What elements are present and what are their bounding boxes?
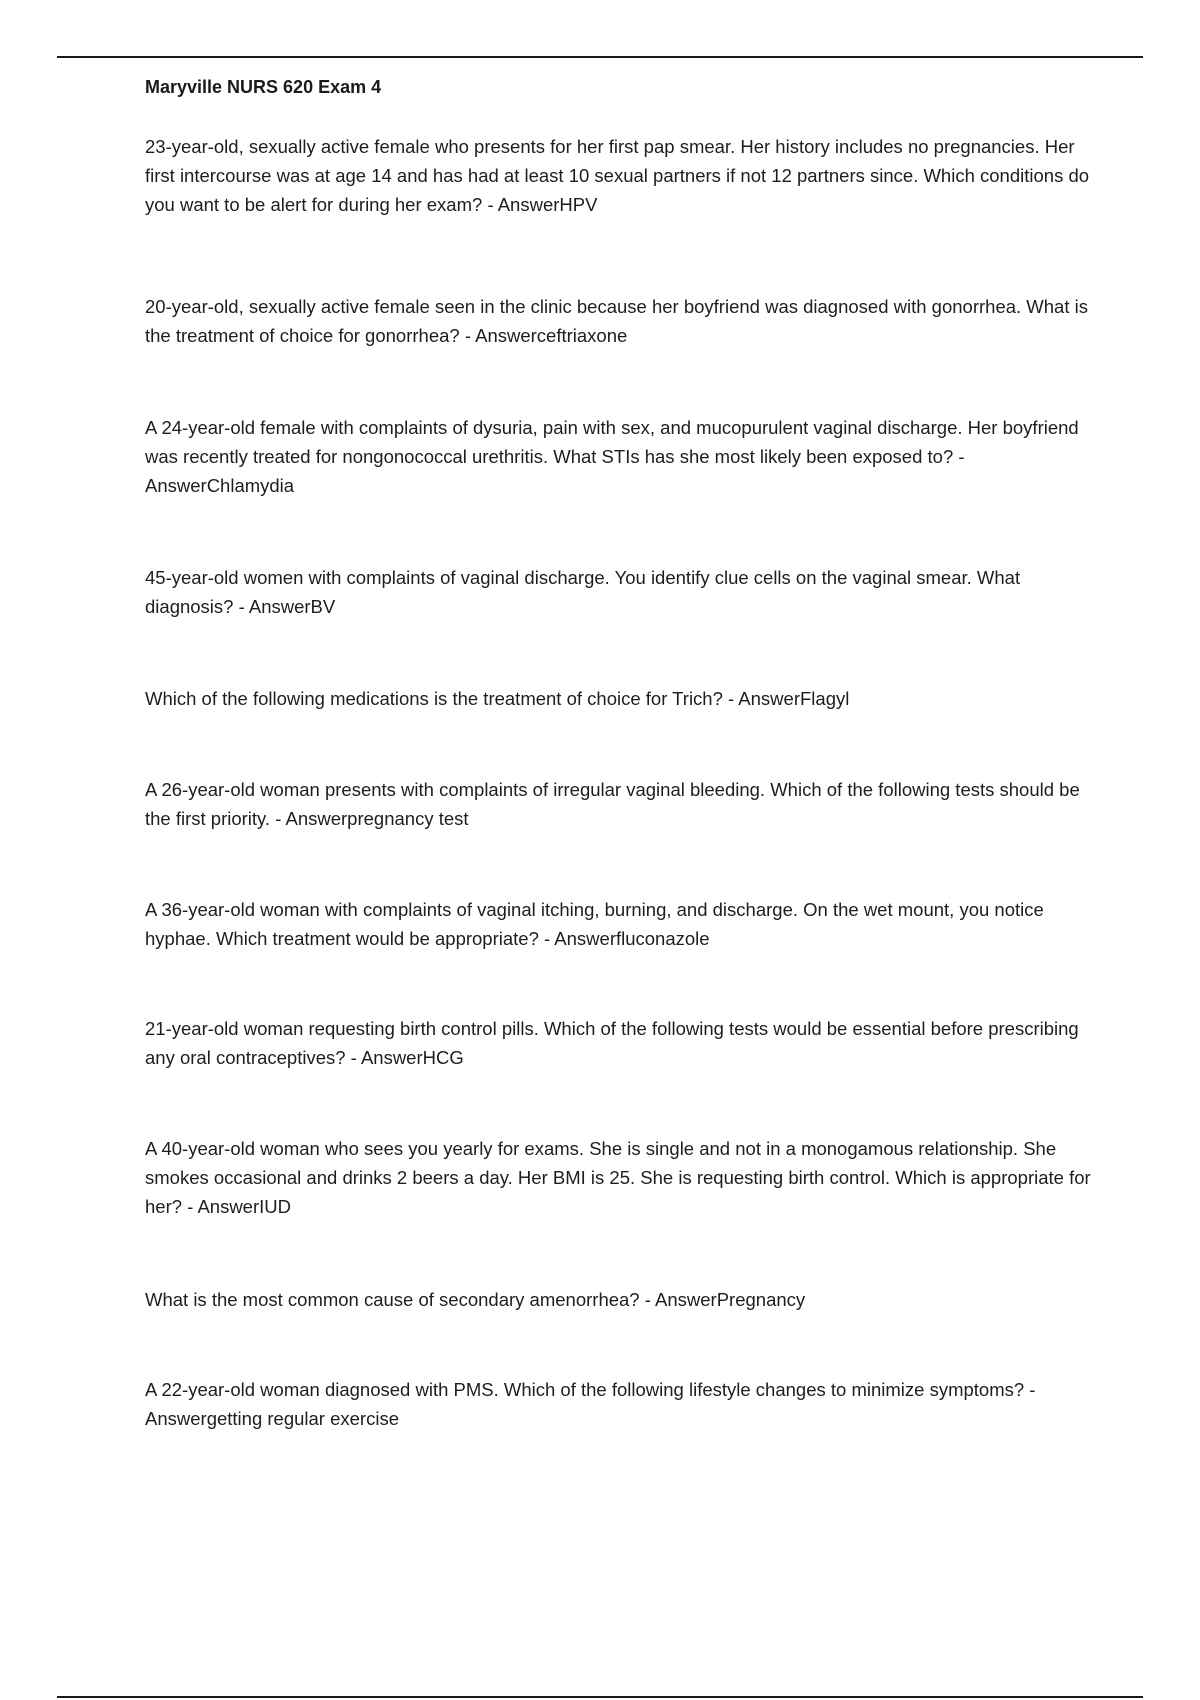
question-answer-item-4: 45-year-old women with complaints of vaginal discharge. You identify clue cells on the vaginal smear. What diagnosis? - AnswerBV: [145, 567, 1021, 617]
question-answer-item-11: A 22-year-old woman diagnosed with PMS. Which of the following lifestyle changes to minimize symptoms? - Answergetting regular exercise: [145, 1379, 1036, 1429]
question-answer-item-8: 21-year-old woman requesting birth control pills. Which of the following tests would be essential before prescribing any oral contraceptives? - AnswerHCG: [145, 1018, 1079, 1068]
question-answer-item-3: A 24-year-old female with complaints of dysuria, pain with sex, and mucopurulent vaginal discharge. Her boyfriend was recently treated for nongonococcal urethritis. What STIs has she most likely been exposed to? - AnswerChlamydia: [145, 417, 1079, 496]
top-divider: [57, 56, 1143, 58]
document-title: Maryville NURS 620 Exam 4: [145, 77, 382, 97]
question-answer-item-1: 23-year-old, sexually active female who presents for her first pap smear. Her history includes no pregnancies. Her first intercourse was at age 14 and has had at least 10 sexual partners if not 12 partners since. Which conditions do you want to be alert for during her exam? - AnswerHPV: [145, 136, 1090, 215]
question-answer-item-9: A 40-year-old woman who sees you yearly for exams. She is single and not in a monogamous relationship. She smokes occasional and drinks 2 beers a day. Her BMI is 25. She is requesting birth control. Which is appropriate for her? - AnswerIUD: [145, 1138, 1091, 1217]
question-answer-item-6: A 26-year-old woman presents with complaints of irregular vaginal bleeding. Which of the following tests should be the first priority. - Answerpregnancy test: [145, 779, 1080, 829]
question-answer-item-10: What is the most common cause of secondary amenorrhea? - AnswerPregnancy: [145, 1289, 806, 1310]
question-answer-item-7: A 36-year-old woman with complaints of vaginal itching, burning, and discharge. On the wet mount, you notice hyphae. Which treatment would be appropriate? - Answerfluconazole: [145, 899, 1044, 949]
question-answer-item-5: Which of the following medications is the treatment of choice for Trich? - AnswerFlagyl: [145, 688, 850, 709]
bottom-divider: [57, 1696, 1143, 1698]
question-answer-item-2: 20-year-old, sexually active female seen in the clinic because her boyfriend was diagnosed with gonorrhea. What is the treatment of choice for gonorrhea? - Answerceftriaxone: [145, 296, 1088, 346]
